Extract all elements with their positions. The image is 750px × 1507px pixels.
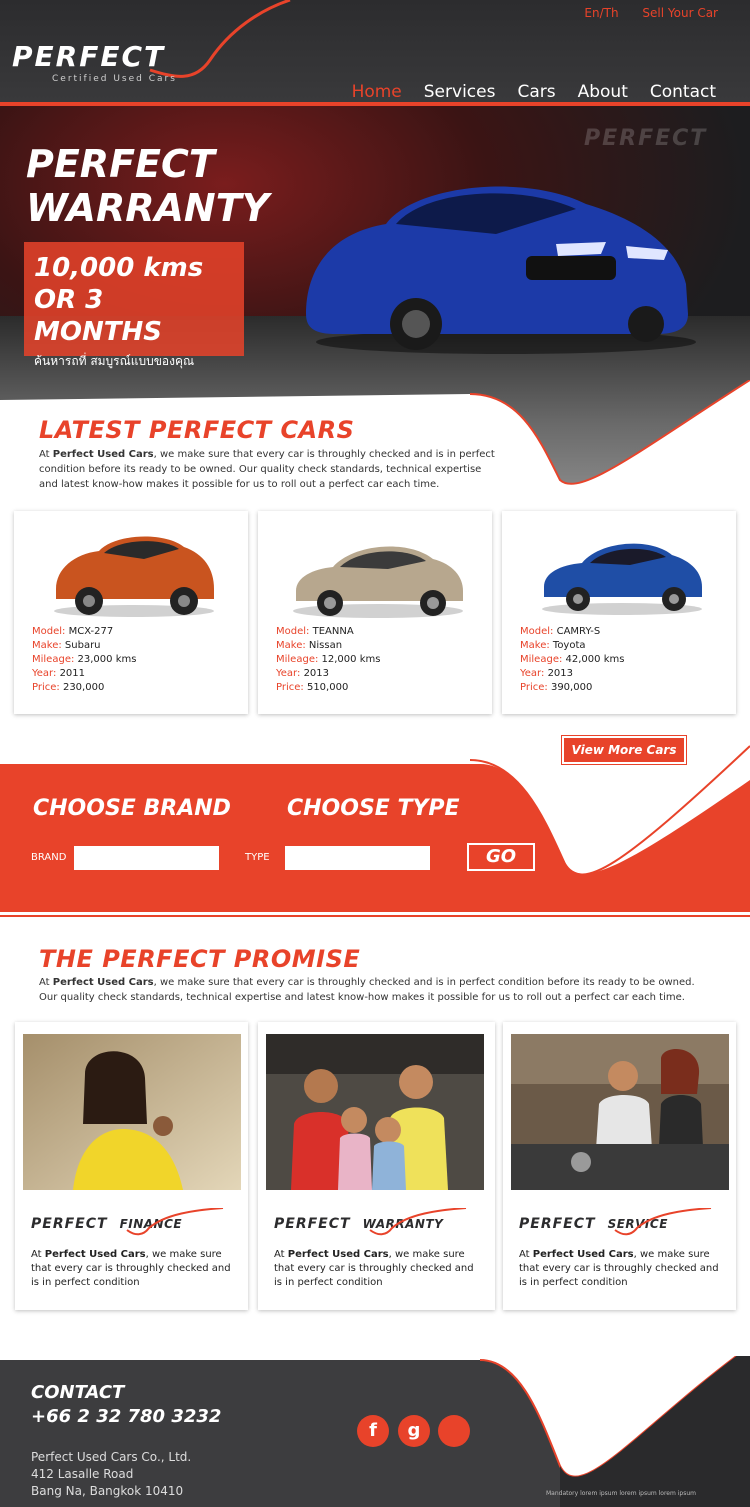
- promise-intro-prefix: At: [39, 977, 53, 988]
- promise-card-text: [519, 1248, 729, 1290]
- social-icon[interactable]: [438, 1415, 470, 1447]
- label-mileage: Mileage:: [276, 654, 319, 665]
- promise-text-prefix: At: [519, 1249, 533, 1260]
- car-details: [276, 625, 380, 695]
- logo-tagline: Certified Used Cars: [52, 74, 177, 84]
- nav-services[interactable]: Services: [423, 82, 496, 102]
- car-price: 510,000: [306, 682, 349, 693]
- site-header: [0, 0, 750, 108]
- label-model: Model:: [520, 626, 554, 637]
- logo[interactable]: [12, 42, 177, 84]
- logo-swoosh: [613, 1208, 713, 1238]
- nav-contact[interactable]: Contact: [649, 82, 716, 102]
- latest-cars-title: LATEST PERFECT CARS: [39, 416, 355, 444]
- latest-intro-bold: Perfect Used Cars: [52, 449, 154, 460]
- promise-text-rest: , we make sure that every car is throughly checked and is in perfect condition: [31, 1249, 231, 1288]
- car-mileage: 12,000 kms: [321, 654, 381, 665]
- address-company: Perfect Used Cars Co., Ltd.: [31, 1450, 192, 1464]
- offer-line1: 10,000 kms: [34, 253, 204, 283]
- car-model: TEANNA: [312, 626, 354, 637]
- promise-intro: [39, 975, 709, 1005]
- promise-card-finance[interactable]: [15, 1022, 248, 1310]
- promise-text-rest: , we make sure that every car is throughly checked and is in perfect condition: [274, 1249, 474, 1288]
- promise-logo-word: PERFECT: [519, 1216, 596, 1232]
- type-input[interactable]: [285, 846, 430, 870]
- car-price: 230,000: [62, 682, 105, 693]
- label-year: Year:: [520, 668, 545, 679]
- car-card[interactable]: [14, 511, 248, 714]
- top-links: [564, 6, 718, 20]
- promise-logo-word: PERFECT: [274, 1216, 351, 1232]
- promise-logo-sub: FINANCE: [119, 1217, 183, 1231]
- car-make: Nissan: [308, 640, 343, 651]
- offer-thai-text: ค้นหารถที่ สมบูรณ์แบบของคุณ: [34, 354, 195, 368]
- label-model: Model:: [276, 626, 310, 637]
- hero-title: [26, 142, 269, 230]
- promise-text-prefix: At: [31, 1249, 45, 1260]
- promise-text-bold: Perfect Used Cars: [44, 1249, 146, 1260]
- latest-cars-intro: [39, 447, 499, 492]
- car-thumbnail: [288, 519, 468, 619]
- promise-card-warranty[interactable]: [258, 1022, 495, 1310]
- promise-logo-sub: SERVICE: [607, 1217, 668, 1231]
- choose-brand-title: CHOOSE BRAND: [33, 796, 231, 821]
- promise-card-text: [31, 1248, 241, 1290]
- car-mileage: 42,000 kms: [565, 654, 625, 665]
- label-year: Year:: [32, 668, 57, 679]
- promise-text-prefix: At: [274, 1249, 288, 1260]
- warranty-offer-box: [24, 242, 244, 368]
- car-thumbnail: [532, 519, 712, 619]
- car-thumbnail: [44, 519, 224, 619]
- hero-title-line2: WARRANTY: [26, 186, 270, 230]
- go-button[interactable]: GO: [467, 843, 535, 871]
- car-make: Subaru: [64, 640, 101, 651]
- label-make: Make:: [32, 640, 62, 651]
- nav-home[interactable]: Home: [351, 82, 402, 102]
- promise-text-bold: Perfect Used Cars: [287, 1249, 389, 1260]
- footer-phone[interactable]: +66 2 32 780 3232: [31, 1406, 222, 1427]
- logo-swoosh: [125, 1208, 225, 1238]
- language-toggle-link[interactable]: En/Th: [584, 6, 619, 20]
- latest-intro-prefix: At: [39, 449, 53, 460]
- facebook-icon[interactable]: f: [357, 1415, 389, 1447]
- logo-swoosh: [368, 1208, 468, 1238]
- choose-type-title: CHOOSE TYPE: [287, 796, 460, 821]
- label-model: Model:: [32, 626, 66, 637]
- hero-title-line1: PERFECT: [26, 142, 215, 186]
- hero-car-image: [296, 164, 696, 354]
- car-model: CAMRY-S: [556, 626, 601, 637]
- car-details: [32, 625, 136, 695]
- label-price: Price:: [276, 682, 304, 693]
- search-bar-background: [0, 740, 750, 930]
- nav-about[interactable]: About: [577, 82, 628, 102]
- promise-card-text: [274, 1248, 484, 1290]
- label-mileage: Mileage:: [32, 654, 75, 665]
- car-card[interactable]: [502, 511, 736, 714]
- car-mileage: 23,000 kms: [77, 654, 137, 665]
- label-make: Make:: [520, 640, 550, 651]
- brand-input[interactable]: [74, 846, 219, 870]
- label-make: Make:: [276, 640, 306, 651]
- type-label: TYPE: [245, 852, 270, 863]
- promise-card-service[interactable]: [503, 1022, 736, 1310]
- promise-intro-rest: , we make sure that every car is throughly checked and is in perfect condition before its ready to be owned. Our quality check standards, technical expertise and latest know-how makes it possible for us to roll out a perfect car each time.: [39, 977, 695, 1003]
- brand-label: BRAND: [31, 852, 67, 863]
- latest-intro-rest: , we make sure that every car is throughly checked and is in perfect condition before its ready to be owned. Our quality check standards, technical expertise and latest know-how makes it possible for us to roll out a perfect car each time.: [39, 449, 495, 490]
- hero-watermark: PERFECT: [584, 126, 708, 151]
- google-icon[interactable]: g: [398, 1415, 430, 1447]
- car-year: 2013: [303, 668, 330, 679]
- main-nav: [352, 82, 716, 102]
- offer-line2: OR 3 MONTHS: [34, 285, 162, 347]
- finance-photo: [23, 1034, 241, 1190]
- address-street: 412 Lasalle Road: [31, 1467, 134, 1481]
- service-photo: [511, 1034, 729, 1190]
- label-year: Year:: [276, 668, 301, 679]
- promise-title: THE PERFECT PROMISE: [39, 945, 361, 973]
- car-make: Toyota: [552, 640, 586, 651]
- logo-wordmark: PERFECT: [12, 40, 166, 73]
- footer-contact-title: CONTACT: [31, 1382, 125, 1403]
- label-price: Price:: [520, 682, 548, 693]
- nav-cars[interactable]: Cars: [517, 82, 556, 102]
- car-year: 2013: [547, 668, 574, 679]
- promise-text-rest: , we make sure that every car is throughly checked and is in perfect condition: [519, 1249, 719, 1288]
- label-mileage: Mileage:: [520, 654, 563, 665]
- sell-your-car-link[interactable]: Sell Your Car: [642, 6, 718, 20]
- label-price: Price:: [32, 682, 60, 693]
- warranty-photo: [266, 1034, 484, 1190]
- promise-text-bold: Perfect Used Cars: [532, 1249, 634, 1260]
- footer-legal-text: Mandatory lorem ipsum lorem ipsum lorem ipsum: [546, 1490, 696, 1497]
- footer-address: [31, 1449, 191, 1500]
- car-card[interactable]: [258, 511, 492, 714]
- promise-intro-bold: Perfect Used Cars: [52, 977, 154, 988]
- car-year: 2011: [59, 668, 86, 679]
- promise-logo-word: PERFECT: [31, 1216, 108, 1232]
- view-more-cars-button[interactable]: View More Cars: [562, 736, 686, 764]
- promise-logo-sub: WARRANTY: [362, 1217, 444, 1231]
- car-model: MCX-277: [68, 626, 114, 637]
- address-city: Bang Na, Bangkok 10410: [31, 1484, 184, 1498]
- car-price: 390,000: [550, 682, 593, 693]
- car-details: [520, 625, 624, 695]
